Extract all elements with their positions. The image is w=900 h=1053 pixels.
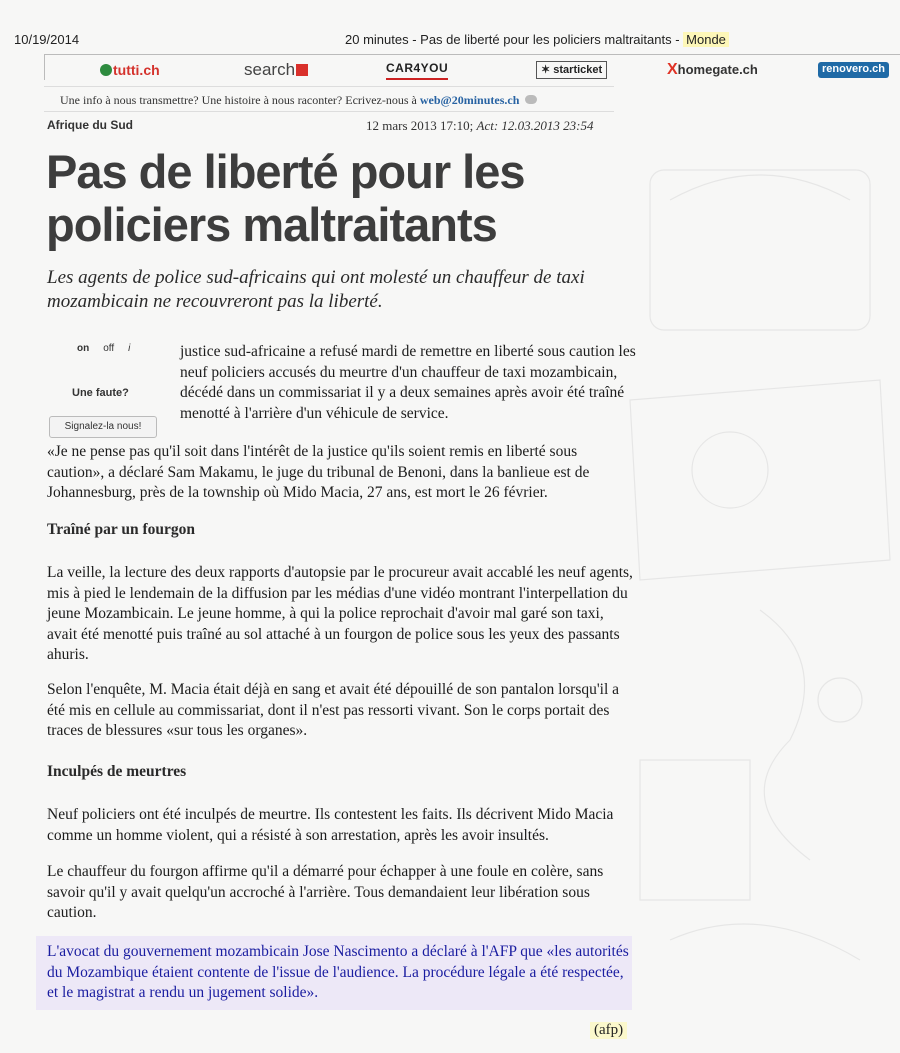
print-date: 10/19/2014 <box>14 32 80 47</box>
toggle-widget <box>77 343 144 354</box>
paragraph-2: «Je ne pense pas qu'il soit dans l'intérêt de la justice qu'ils soient remis en liberté sous caution», a déclaré Sam Makamu, le juge du tribunal de Benoni, dans la banlieue est de Johannesburg, près de la township où Mido Macia, 27 ans, est mort le 26 février. <box>47 443 590 501</box>
quote-text: L'avocat du gouvernement mozambicain Jose Nascimento a déclaré à l'AFP que «les autorités du Mozambique étaient contente de l'issue de l'audience. La procédure légale a été respectée, et le magistrat a rendu un jugement solide». <box>47 943 629 1001</box>
on-toggle[interactable]: on <box>77 343 90 354</box>
search-label: search <box>244 60 296 79</box>
search-link[interactable] <box>244 58 308 82</box>
article-category[interactable]: Afrique du Sud <box>47 118 133 132</box>
starticket-label: starticket <box>553 64 603 76</box>
article-source: (afp) <box>590 1022 627 1039</box>
speech-bubble-icon <box>525 95 537 104</box>
paragraph-1: justice sud-africaine a refusé mardi de remettre en liberté sous caution les neuf policiers accusés du meurtre d'un chauffeur de taxi mozambicain, décédé dans un commissariat il y a deux semaines après avoir été traîné menotté à l'arrière d'un véhicule de service. <box>180 343 636 422</box>
homegate-logo-icon: X <box>667 61 678 78</box>
info-icon[interactable]: i <box>128 343 131 354</box>
paragraph-4: Selon l'enquête, M. Macia était déjà en sang et avait été dépouillé de son pantalon lorsqu'il a été mis en cellule au commissariat, dont il n'est pas ressorti vivant. Son le corps portait des traces de blessures «sur tous les organes». <box>47 681 620 739</box>
search-logo-icon <box>296 64 308 76</box>
article-title: Pas de liberté pour les policiers maltraitants <box>46 145 525 251</box>
paragraph-3: La veille, la lecture des deux rapports d'autopsie par le procureur avait accablé les neuf agents, mis à pied le lendemain de la diffusion par les médias d'une vidéo montrant l'interpellation du jeune Mozambicain. Le jeune homme, à qui la police reprochait d'avoir mal garé son taxi, avait été menotté puis traîné au sol attaché à un fourgon de police sous les yeux des passants ahuris. <box>47 564 633 663</box>
email-link[interactable]: web@20minutes.ch <box>419 93 520 107</box>
background-sketch <box>610 140 900 1040</box>
article-date <box>366 118 593 134</box>
info-bar <box>44 86 614 112</box>
car4you-link[interactable]: CAR4YOU <box>386 58 448 80</box>
print-title <box>345 32 729 47</box>
info-bar-text: Une info à nous transmettre? Une histoire à nous raconter? Ecrivez-nous à <box>60 93 420 107</box>
homegate-link[interactable] <box>667 58 758 82</box>
report-error-button[interactable]: Signalez-la nous! <box>49 416 157 438</box>
off-toggle[interactable]: off <box>103 343 115 354</box>
partner-bar <box>50 58 900 82</box>
error-question: Une faute? <box>72 387 129 399</box>
quote-box <box>36 936 632 1010</box>
tutti-logo-icon <box>100 64 112 76</box>
homegate-label: homegate.ch <box>677 62 758 77</box>
print-title-main: 20 minutes - Pas de liberté pour les policiers maltraitants - <box>345 32 684 47</box>
article-lead: Les agents de police sud-africains qui ont molesté un chauffeur de taxi mozambicain ne recouvreront pas la liberté. <box>47 267 585 312</box>
paragraph-6: Le chauffeur du fourgon affirme qu'il a démarré pour échapper à une foule en colère, sans savoir qu'il y avait quelqu'un accroché à l'arrière. Tous demandaient leur libération sous caution. <box>47 863 604 921</box>
print-title-section: Monde <box>683 32 729 47</box>
tutti-label: tutti.ch <box>113 62 160 78</box>
published-date: 12 mars 2013 17:10; <box>366 118 477 133</box>
header-divider-tick <box>44 54 45 80</box>
subheading-1: Traîné par un fourgon <box>47 521 195 538</box>
paragraph-5: Neuf policiers ont été inculpés de meurtre. Ils contestent les faits. Ils décrivent Mido Macia comme un homme violent, qui a résisté à son arrestation, après les avoir insultés. <box>47 806 614 844</box>
starticket-link[interactable]: ✶ starticket <box>536 61 607 79</box>
tutti-link[interactable] <box>100 58 160 82</box>
subheading-2: Inculpés de meurtres <box>47 763 187 780</box>
renovero-link[interactable]: renovero.ch <box>818 62 889 78</box>
updated-date: Act: 12.03.2013 23:54 <box>476 118 594 133</box>
header-divider <box>44 54 900 55</box>
